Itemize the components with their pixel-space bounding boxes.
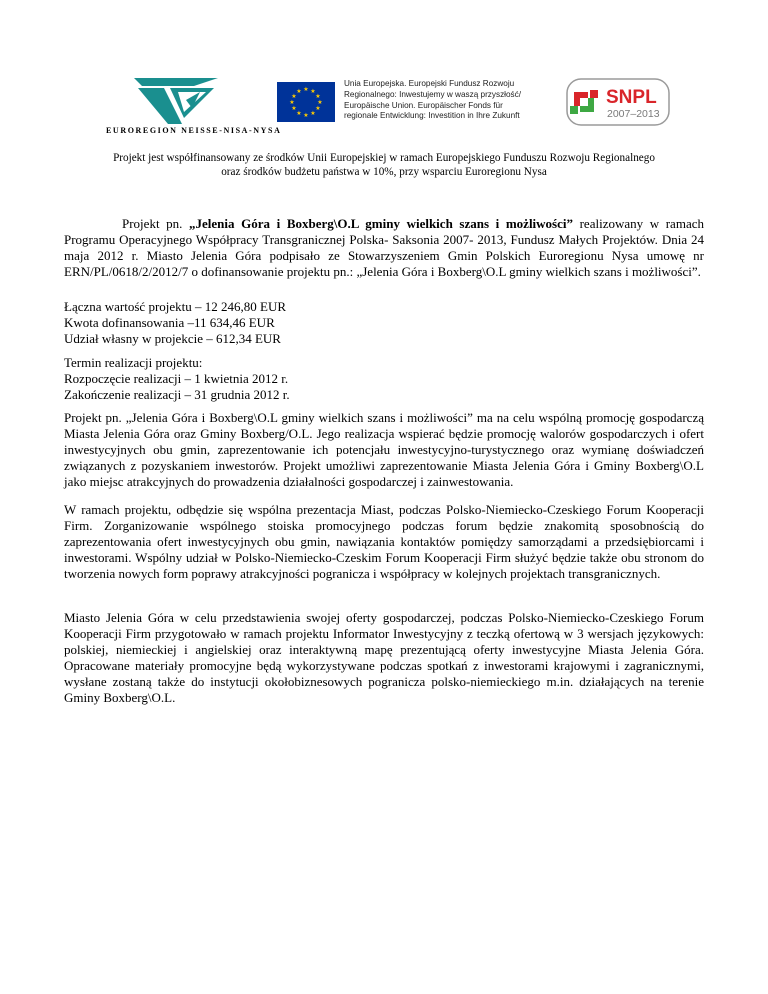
svg-text:★: ★ (291, 93, 297, 100)
cofinancing-note (60, 151, 708, 179)
svg-text:★: ★ (315, 93, 321, 100)
snpl-title: SNPL (606, 87, 657, 108)
snpl-logo (566, 78, 670, 126)
project-values (64, 299, 704, 347)
euroregion-label: EUROREGION NEISSE-NISA-NYSA (106, 126, 282, 135)
total-value: Łączna wartość projektu – 12 246,80 EUR (64, 299, 287, 314)
paragraph-text: Miasto Jelenia Góra w celu przedstawienia swojej oferty gospodarczej, podczas Polsko-Niemiecko-Czeskiego Forum Kooperacji Firm przygotowało w ramach projektu Informator Inwestycyjny z teczką ofertową w 3 wersjach językowych: polskiej, niemieckiej i angielskiej oraz interaktywną mapę prezentującą oferty inwestycyjne Miasta Jelenia Góra. Opracowane materiały promocyjne będą wykorzystywane podczas spotkań z inwestorami krajowymi i zagranicznymi, wysłane zostaną także do instytucji okołobiznesowych pogranicza polsko-niemieckiego m.in. działających na terenie Gminy Boxberg\O.L. (64, 610, 704, 705)
eu-caption-line: Unia Europejska. Europejski Fundusz Rozwoju (344, 79, 515, 88)
project-intro-paragraph (64, 216, 704, 280)
lead-text: Projekt pn. (122, 216, 190, 231)
own-contribution: Udział własny w projekcie – 612,34 EUR (64, 330, 281, 346)
svg-text:★: ★ (315, 105, 321, 112)
euroregion-emblem-icon (134, 78, 218, 124)
svg-text:★: ★ (296, 88, 302, 95)
svg-text:★: ★ (303, 86, 309, 93)
svg-text:★: ★ (291, 105, 297, 112)
paragraph-text: W ramach projektu, odbędzie się wspólna prezentacja Miast, podczas Polsko-Niemiecko-Czeskiego Forum Kooperacji Firm. Zorganizowanie wspólnego stoiska promocyjnego podczas forum będzie znakomitą sposobnością do zaprezentowania ofert inwestycyjnych obu gmin, nawiązania kontaktów pomiędzy samorządami a przedsiębiorcami i inwestorami. Wspólny udział w Polsko-Niemiecko-Czeskim Forum Kooperacji Firm służyć będzie także obu stronom do tworzenia nowych form poprawy atrakcyjności pogranicza i współpracy w kolejnych projektach transgranicznych. (64, 502, 704, 581)
eu-flag-icon (277, 82, 335, 122)
materials-paragraph (64, 610, 704, 705)
svg-text:★: ★ (289, 99, 295, 106)
eu-caption-line: Regionalnego: Inwestujemy w waszą przyszłość/ (344, 89, 522, 99)
end-date: Zakończenie realizacji – 31 grudnia 2012 r. (64, 386, 290, 402)
project-title: „Jelenia Góra i Boxberg\O.L gminy wielkich szans i możliwości” (189, 216, 573, 231)
svg-text:★: ★ (310, 88, 316, 95)
svg-text:★: ★ (303, 112, 309, 119)
start-date: Rozpoczęcie realizacji – 1 kwietnia 2012 r. (64, 370, 289, 386)
svg-text:★: ★ (317, 99, 323, 106)
paragraph-text: realizowany w ramach Programu Operacyjnego Współpracy Transgranicznej Polska- Saksonia 2007- 2013, Fundusz Małych Projektów. Dnia 24 maja 2012 r. Miasto Jelenia Góra podpisało ze Stowarzyszeniem Gmin Polskich Euroregionu Nysa umowę nr ERN/PL/0618/2/2012/7 o dofinansowanie projektu pn.: „Jelenia Góra i Boxberg\O.L gminy wielkich szans i możliwości”. (64, 216, 704, 279)
snpl-years: 2007–2013 (607, 108, 660, 120)
paragraph-text: Projekt pn. „Jelenia Góra i Boxberg\O.L gminy wielkich szans i możliwości” ma na celu wspólną promocję gospodarczą Miasta Jelenia Góra oraz Gminy Boxberg/O.L. Jego realizacja wspierać będzie promocję walorów gospodarczych i ofert inwestycyjnych obu gmin, zaprezentowanie ich potencjału inwestycyjno-turystycznego oraz wymianę doświadczeń związanych z pozyskaniem inwestorów. Projekt umożliwi zaprezentowanie Miasta Jelenia Góra i Gminy Boxberg\O.L jako miejsc atrakcyjnych do prowadzenia działalności gospodarczej i zainwestowania. (64, 410, 704, 489)
euroregion-logo (106, 78, 309, 135)
eu-fund-caption (344, 79, 574, 122)
eu-caption-line: Europäische Union. Europäischer Fonds für (344, 100, 503, 110)
forum-paragraph (64, 502, 704, 582)
project-schedule (64, 355, 704, 403)
svg-text:★: ★ (296, 110, 302, 117)
cofinancing-line: oraz środków budżetu państwa w 10%, przy wsparciu Euroregionu Nysa (221, 166, 547, 178)
eu-caption-line: regionale Entwicklung: Investition in Ihre Zukunft (344, 111, 520, 121)
funding-amount: Kwota dofinansowania –11 634,46 EUR (64, 314, 275, 330)
svg-text:★: ★ (310, 110, 316, 117)
project-goal-paragraph (64, 410, 704, 490)
cofinancing-line: Projekt jest współfinansowany ze środków Unii Europejskiej w ramach Europejskiego Funduszu Rozwoju Regionalnego (113, 152, 655, 164)
schedule-heading: Termin realizacji projektu: (64, 355, 203, 370)
